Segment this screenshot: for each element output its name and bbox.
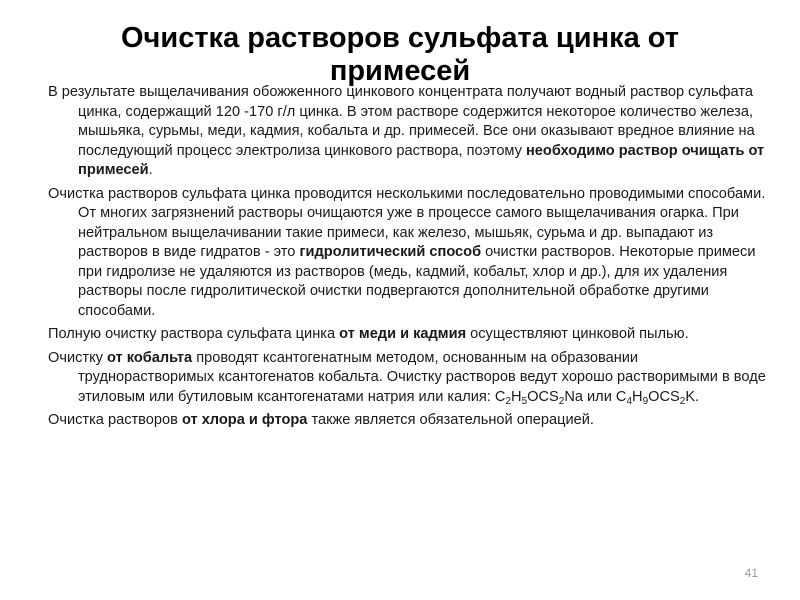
paragraph-4 xyxy=(48,349,766,408)
paragraph-5-text-1: Очистка растворов xyxy=(48,412,182,428)
formula-ethyl-xanthate xyxy=(495,389,583,405)
formula-subscript: 4 xyxy=(626,395,633,407)
paragraph-4-text-2: проводят ксантогенатным методом, основанным на образовании труднорастворимых ксантогенатов кобальта. Очистку растворов ведут хорошо растворимыми в воде этиловым или бутиловым ксантогенатами натрия или калия: xyxy=(78,349,766,405)
paragraph-3-emphasis: от меди и кадмия xyxy=(339,326,467,342)
paragraph-2-emphasis: гидролитический способ xyxy=(299,244,482,260)
formula-part: Na xyxy=(564,388,583,405)
paragraph-5-emphasis: от хлора и фтора xyxy=(181,412,308,428)
page-number: 41 xyxy=(744,566,758,580)
paragraph-1-text: В результате выщелачивания обожженного цинкового концентрата получают водный раствор сульфата цинка, содержащий 120 -170 г/л цинка. В этом растворе содержится некоторое количество железа, мышьяка, сурьмы, меди, кадмия, кобальта и др. примесей. Все они оказывают вредное влияние на последующий процесс электролиза цинкового раствора, поэтому xyxy=(48,84,755,159)
paragraph-1-end: . xyxy=(148,162,153,178)
paragraph-2-text-2: очистки растворов. Некоторые примеси при гидролизе не удаляются из растворов (медь, кадмий, кобальт, хлор и др.), для их удаления растворы после гидролитической очистки подвергаются дополнительной обработке другими способами. xyxy=(78,244,756,319)
formula-part: H xyxy=(511,388,522,405)
paragraph-5 xyxy=(48,411,766,431)
formula-part: OCS xyxy=(527,388,559,405)
formula-part: C xyxy=(494,388,506,405)
paragraph-2-text-1: Очистка растворов сульфата цинка проводится несколькими последовательно проводимыми способами. От многих загрязнений растворы очищаются уже в процессе самого выщелачивания огарка. При нейтральном выщелачивании такие примеси, как железо, мышьяк, сурьма и др. выпадают из растворов в виде гидратов - это xyxy=(48,185,766,260)
paragraph-5-text-2: также является обязательной операцией. xyxy=(307,412,594,428)
paragraph-3-text-2: осуществляют цинковой пылью. xyxy=(466,326,689,342)
paragraph-2 xyxy=(48,185,766,322)
formula-part: K xyxy=(685,388,696,405)
formula-subscript: 5 xyxy=(521,395,528,407)
formula-subscript: 2 xyxy=(505,395,512,407)
paragraph-4-emphasis: от кобальта xyxy=(107,349,193,366)
formula-subscript: 9 xyxy=(642,395,649,407)
paragraph-1 xyxy=(48,83,766,181)
formula-butyl-xanthate xyxy=(616,389,695,405)
formula-subscript: 2 xyxy=(679,395,686,407)
formula-part: H xyxy=(632,388,643,405)
paragraph-3-text-1: Полную очистку раствора сульфата цинка xyxy=(48,326,340,342)
formula-part: C xyxy=(615,388,627,405)
paragraph-4-end: . xyxy=(695,388,700,405)
slide-content xyxy=(48,83,766,435)
paragraph-3 xyxy=(48,325,766,345)
formula-or: или xyxy=(582,388,616,405)
slide-title: Очистка растворов сульфата цинка от примесей xyxy=(121,22,679,87)
formula-subscript: 2 xyxy=(558,395,565,407)
paragraph-1-emphasis: необходимо раствор очищать от примесей xyxy=(78,142,765,178)
formula-part: OCS xyxy=(648,388,680,405)
paragraph-4-text-1: Очистку xyxy=(48,349,107,366)
